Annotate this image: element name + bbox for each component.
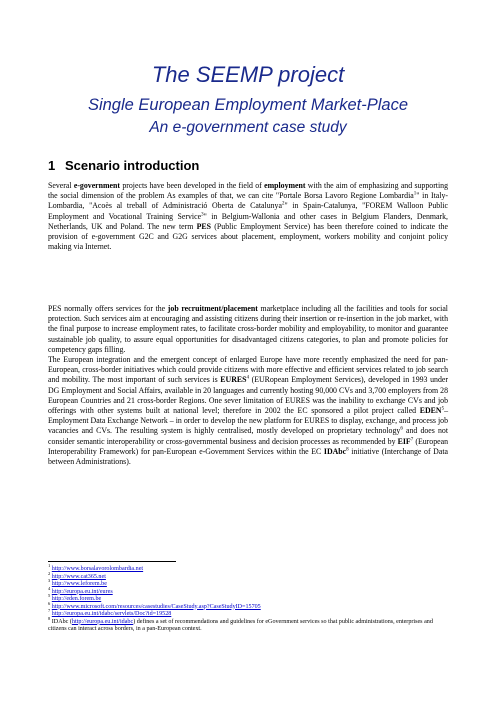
footnote-ref[interactable]: 4 [246, 375, 249, 381]
text: initiative (Interchange of Data between Administrations). [48, 446, 448, 467]
footnote-link[interactable]: http://europa.eu.int/idabc [71, 618, 134, 625]
footnote-ref[interactable]: 5 [441, 406, 445, 412]
text: " in Belgium-Wallonia and other cases in Belgium Flanders, Denmark, Netherlands, UK and Poland. The new term [48, 211, 448, 231]
footnote-ref[interactable]: 7 [410, 437, 414, 443]
footnote-3 [48, 578, 448, 588]
text: Several [48, 181, 74, 190]
text: (European Interoperability Framework) for pan-European e-Government Services within the EC [48, 436, 448, 456]
footnote-link[interactable]: http://europa.eu.int/idabc/servlets/Doc?id=19528 [51, 611, 172, 618]
section-title: Scenario introduction [65, 158, 200, 173]
section-heading [48, 158, 199, 173]
footnote-7 [48, 608, 448, 618]
footnote-number: 4 [48, 585, 51, 591]
footnote-ref[interactable]: 8 [346, 447, 349, 453]
text: projects have been developed in the field of [120, 181, 265, 190]
footnote-5 [48, 593, 448, 603]
bold-term: employment [264, 181, 306, 190]
text: " in Spain-Catalunya, "FOREM Walloon Public Employment and Vocational Training Service [48, 201, 448, 221]
footnote-link[interactable]: http://www.borsalavorolombardia.net [51, 566, 144, 573]
bold-term: IDAbc [323, 446, 347, 456]
footnote-text: IDAbc ( [51, 618, 72, 625]
paragraph-1 [48, 181, 448, 252]
bold-term: e-government [73, 181, 121, 190]
footnote-8 [48, 615, 448, 633]
footnote-number: 8 [48, 615, 51, 621]
text: " in Italy-Lombardia, "Acoès al treball of Administració Oberta de Catalunya [48, 191, 448, 211]
paragraph-3 [48, 355, 448, 467]
text: PES normally offers services for the [48, 304, 168, 313]
bold-term: PES [196, 221, 212, 231]
footnote-link[interactable]: http://www.microsoft.com/resources/casestudies/CaseStudy.asp?CaseStudyID=15705 [51, 603, 261, 610]
footnote-number: 7 [48, 608, 51, 613]
text: and does not consider semantic interoperability or cross-governmental business and decision processes as recommended by [48, 426, 449, 446]
footnote-number: 2 [48, 570, 51, 576]
text: – Employment Data Exchange Network – in order to develop the new platform for EURES to display, exchange, and process job vacancies and CVs. The resulting system is highly centralised, mostly developed on proprietary technology [48, 406, 448, 436]
text: The European integration and the emergent concept of enlarged Europe have more recently emphasized the need for pan-European, cross-border initiatives which could provide citizens with more effective and efficient services related to job search and mobility. The most important of such services is [48, 355, 448, 385]
text: marketplace including all the facilities and tools for social protection. Such services aim at encouraging and assisting citizens during their insertion or re-insertion in the job market, with the final purpose to increase employment rates, to facilitate cross-border mobility and employability, to monitor and guarantee sustainable job quality, to assure equal opportunities for disadvantaged citizens categories, to plan and promote policies for competency gaps filling. [48, 304, 448, 354]
footnote-link[interactable]: http://eden.forem.be [51, 596, 102, 603]
body-continued [48, 304, 448, 467]
document-tagline: An e-government case study [149, 119, 347, 136]
footnote-2 [48, 570, 448, 581]
bold-term: job recruitment/placement [167, 304, 258, 313]
footnote-text: ) defines a set of recommendations and guidelines for eGovernment services so that public administrations, enterprises and citizens can interact across borders, in a pan-European context. [48, 618, 433, 632]
footnote-6 [48, 600, 448, 611]
footnote-ref[interactable]: 3 [201, 212, 204, 217]
footnote-number: 3 [48, 578, 51, 583]
footnote-link[interactable]: http://www.leforem.be [51, 581, 107, 588]
footnote-link[interactable]: http://europa.eu.int/eures [51, 588, 113, 595]
document-title: The SEEMP project [151, 62, 345, 87]
footnote-1 [48, 563, 448, 573]
text: (Public Employment Service) has been therefore coined to indicate the provision of e-government G2C and G2G services about placement, employment, workers mobility and conjoint policy making via Internet. [48, 221, 449, 252]
footnote-link[interactable]: http://www.cat365.net [51, 573, 106, 580]
footnote-number: 1 [48, 563, 51, 568]
paragraph-2 [48, 304, 448, 355]
section-number: 1 [48, 158, 56, 173]
footnote-ref[interactable]: 6 [400, 426, 403, 432]
footnote-separator [48, 561, 176, 562]
bold-term: EDEN [419, 406, 442, 416]
bold-term: EURES [220, 375, 247, 385]
footnote-4 [48, 585, 448, 596]
footnote-ref[interactable]: 1 [413, 191, 417, 197]
footnote-number: 6 [48, 600, 51, 606]
footnote-ref[interactable]: 2 [281, 201, 285, 207]
text: with the aim of emphasizing and supporting the social dimension of the problem As examples of that, we can cite "Portale Borsa Lavoro Regione Lombardia [48, 181, 449, 201]
text: (EURopean Employment Services), developed in 1993 under DG Employment and Social Affairs, available in 20 languages and currently hosting 90,000 CVs and 3,700 employers from 28 European Countries and 21 cross-border Regions. One sever limitation of EURES was the inability to exchange CVs and job offerings with other systems built at national level; therefore in 2002 the EC sponsored a pilot project called [48, 375, 448, 416]
bold-term: EIF [397, 436, 411, 446]
footnote-number: 5 [48, 593, 51, 598]
document-subtitle: Single European Employment Market-Place [87, 96, 409, 114]
